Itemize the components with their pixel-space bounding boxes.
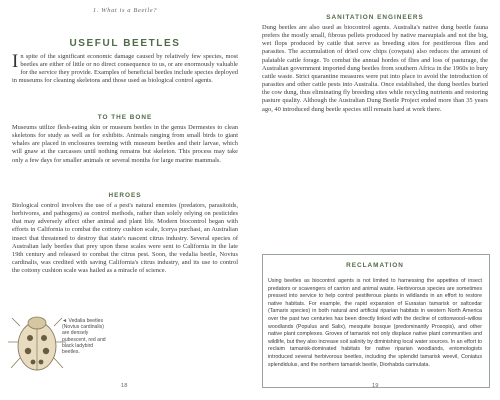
subheading-to-the-bone: TO THE BONE <box>97 114 153 121</box>
running-head: 1. What is a Beetle? <box>92 7 158 14</box>
right-page <box>250 0 500 400</box>
page-number-right: 19 <box>372 383 379 389</box>
heroes-text: Biological control involves the use of a pest's natural enemies (predators, parasitoids, herbivores, and pathogens) as control methods, rather than solely relying on pesticides that may adversely affect other animal and plant life. Modern biocontrol began with efforts in California to combat the cottony cushion scale, Icerya purchasi, an Australian insect that threatened to destroy that state's nascent citrus industry. Several species of Australian lady beetles that prey upon these scales were sent to California in the late 19th century and released to combat the citrus pest. Soon, the vedalia beetle, Novius cardinalis, was credited with saving California's citrus industry, and its use to control the cottony cushion scale was hailed as a miracle of science. <box>12 202 238 275</box>
subheading-sanitation: SANITATION ENGINEERS <box>326 14 424 21</box>
intro-text: n spite of the significant economic damage caused by relatively few species, most beetles are either of little or no direct consequence to us, or are enormously valuable for the service they provide. Examples of beneficial beetles include species deployed in museums for cleaning skeletons and those used as biological control agents. <box>12 53 238 85</box>
bone-paragraph: Museums utilize flesh-eating skin or museum beetles in the genus Dermestes to clean skeletons for study as well as for exhibits. Animals ranging from small birds to giant whales are placed in enclosures teeming with museum beetles and their larvae, which will gnaw at the carcasses until nothing remains but skeleton. This process may take only a few days for smaller animals or several months for large marine mammals. <box>12 124 238 164</box>
sanitation-paragraph: Dung beetles are also used as biocontrol agents. Australia's native dung beetle fauna prefers the mostly small, fibrous pellets produced by native marsupials and not the big, wet flops produced by cattle that serve as breeding sites for pestiferous flies and parasites. The accumulation of dried cow chips (cowpats) also reduces the amount of palatable cattle forage. To combat the annual hordes of flies and loss of pasturage, the Australian government imported dung beetles from southern Africa in the 1960s to bury cattle waste. Strict quarantine measures were put into place to avoid the introduction of parasites and other cattle pests into Australia. Once established, the dung beetles buried the cow dung, thus eliminating fly breeding sites while recycling nutrients and restoring pasture quality. Although the Australian Dung Beetle Project ended more than 35 years ago, 40 introduced dung beetle species still remain hard at work there. <box>262 24 488 113</box>
caption-arrow-icon: ◄ <box>62 318 68 324</box>
figure-caption <box>62 318 110 355</box>
caption-text: Vedalia beetles (Novius cardinalis) are densely pubescent, red and black ladybird beetles. <box>62 318 106 356</box>
heroes-paragraph <box>12 202 238 275</box>
intro-paragraph <box>12 53 238 86</box>
box-title: RECLAMATION <box>346 262 404 269</box>
subheading-heroes: HEROES <box>108 192 142 199</box>
box-text: Using beetles as biocontrol agents is not limited to harnessing the appetites of insect predators or scavengers of carrion and animal waste. Herbivorous species are sometimes pressed into service to help control pestiferous plants in wildlands in an effort to restore native habitats. For example, the rapid expansion of Eurasian tamarisk or saltcedar (Tamarix species) in both natural and artificial riparian habitats in western North America over the past two centuries has been directly linked with the decline of cottonwood–willow woodlands (Populus and Salix), mesquite bosque (predominantly Prosopis), and other native plant complexes. Groves of tamarisk not only displace native plant communities and wildlife, but they also increase soil salinity by diminishing local water sources. In an effort to reclaim tamarisk-dominated habitats for native riparian woodlands, entomologists introduced several herbivorous beetles, including the splendid tamarisk weevil, Coniatus splendidulus, and the northern tamarisk beetle, Diorhabda carinulata. <box>268 278 482 368</box>
section-heading: USEFUL BEETLES <box>69 38 181 49</box>
ladybird-beetle-icon <box>6 306 68 378</box>
page-number-left: 18 <box>121 383 128 389</box>
drop-cap: I <box>12 51 19 72</box>
